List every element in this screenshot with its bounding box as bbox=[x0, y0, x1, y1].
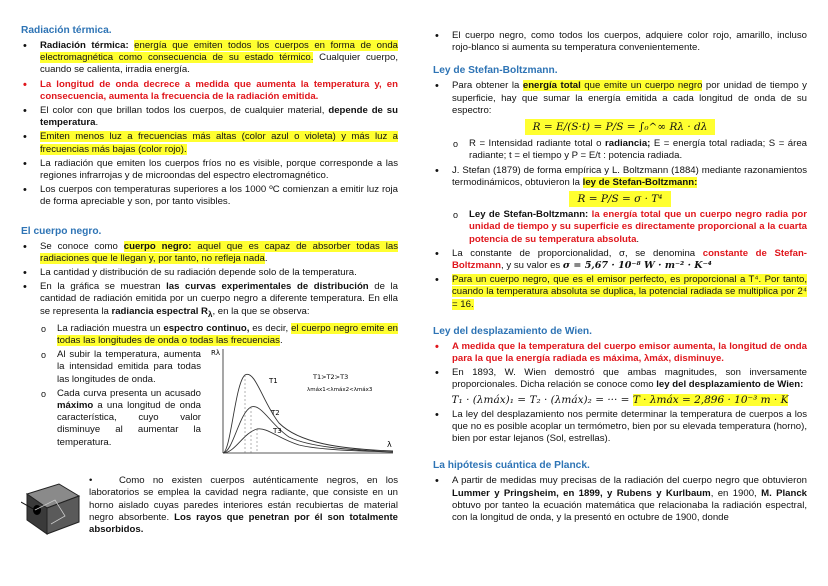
bullet-list bbox=[433, 138, 807, 189]
list-item: • Se conoce como cuerpo negro: aquel que es capaz de absorber todas las radiaciones que le llegan y, por tanto, no refleja nada. bbox=[21, 241, 398, 265]
section-title: La hipótesis cuántica de Planck. bbox=[433, 460, 590, 472]
bullet-list bbox=[433, 30, 807, 54]
list-item: • Emiten menos luz a frecuencias más altas (color azul o violeta) y más luz a frecuencias más bajas (color rojo). bbox=[21, 131, 398, 155]
label-t2: T2 bbox=[271, 409, 280, 418]
bullet-list bbox=[433, 341, 807, 392]
bullet-list bbox=[433, 209, 807, 311]
section-cuerpo-negro bbox=[21, 225, 398, 537]
list-item: • La ley del desplazamiento nos permite determinar la temperatura de cuerpos a los que no es posible acoplar un termómetro, bien por su elevada temperatura (horno), bien por estar lejanos (Sol, estrellas). bbox=[433, 409, 807, 446]
section-stefan-boltzmann bbox=[433, 64, 807, 310]
list-item: • La longitud de onda decrece a medida que aumenta la temperatura y, en consecuencia, aumenta la frecuencia de la radiación emitida. bbox=[21, 79, 398, 103]
section-title: Radiación térmica. bbox=[21, 25, 112, 36]
list-item: • En 1893, W. Wien demostró que ambas magnitudes, son inversamente proporcionales. Dicha relación se conoce como ley del desplazamiento de Wien: bbox=[433, 367, 807, 391]
list-item: • La constante de proporcionalidad, σ, se denomina constante de Stefan-Boltzmann, y su valor es σ = 5,67 · 10⁻⁸ W · m⁻² · K⁻⁴ bbox=[433, 248, 807, 272]
section-title: Ley del desplazamiento de Wien. bbox=[433, 325, 592, 337]
right-column bbox=[433, 30, 807, 534]
bullet-list bbox=[21, 241, 398, 348]
list-item: • A medida que la temperatura del cuerpo emisor aumenta, la longitud de onda para la que la energía radiada es máxima, λmáx, disminuye. bbox=[433, 341, 807, 365]
list-item: • La cantidad y distribución de su radiación depende solo de la temperatura. bbox=[21, 267, 398, 279]
cavity-block bbox=[21, 475, 398, 536]
list-item: • Radiación térmica: energía que emiten todos los cuerpos en forma de onda electromagnética como consecuencia de su estado térmico. Cualquier cuerpo, cuando se calienta, irradia energía. bbox=[21, 40, 398, 77]
section-title: El cuerpo negro. bbox=[21, 225, 102, 237]
cavity-paragraph: • Como no existen cuerpos auténticamente negros, en los laboratorios se emplea la cavidad negra radiante, que consiste en un horno aislado cuyas paredes interiores están recubiertas de material negro absorbente. Los rayos que penetran por él son totalmente absorbidos. bbox=[89, 475, 398, 535]
label-t3: T3 bbox=[273, 427, 282, 436]
list-item: • La radiación que emiten los cuerpos fríos no es visible, porque corresponde a las regiones infrarrojas y de microondas del espectro electromagnético. bbox=[21, 158, 398, 182]
curve-t2 bbox=[223, 407, 393, 453]
list-item: • En la gráfica se muestran las curvas experimentales de distribución de la cantidad de radiación emitida por un cuerpo negro a diferente temperatura. En ella se representa la radiancia espectral $R_\lambda$, en la que se observa: bbox=[21, 281, 398, 321]
stefan-boltzmann-formula: R = P/S = σ · T⁴ bbox=[433, 191, 807, 207]
section-radiacion-termica bbox=[21, 24, 398, 209]
blackbody-radiation-graph bbox=[209, 343, 395, 467]
section-wien bbox=[433, 325, 807, 446]
list-item: • El color con que brillan todos los cuerpos, de cualquier material, depende de su temperatura. bbox=[21, 105, 398, 129]
list-item: • J. Stefan (1879) de forma empírica y L. Boltzmann (1884) mediante razonamientos termodinámicos, obtuvieron la ley de Stefan-Boltzmann: bbox=[433, 165, 807, 189]
wien-formula: T₁ · (λmáx)₁ = T₂ · (λmáx)₂ = ··· = T · λmáx = 2,896 · 10⁻³ m · K bbox=[451, 393, 789, 406]
list-item: • Para un cuerpo negro, que es el emisor perfecto, es proporcional a T⁴. Por tanto, cuando la temperatura absoluta se duplica, la potencial radiada se multiplica por 2⁴ = 16. bbox=[433, 274, 807, 311]
y-axis-label: Rλ bbox=[211, 349, 221, 358]
label-t1: T1 bbox=[269, 377, 278, 386]
left-column bbox=[21, 24, 398, 546]
list-item: • Para obtener la energía total que emite un cuerpo negro por unidad de tiempo y superficie, hay que sumar la energía emitida a cada longitud de onda de su espectro: bbox=[433, 80, 807, 117]
list-item: • A partir de medidas muy precisas de la radiación del cuerpo negro que obtuvieron Lummer y Pringsheim, en 1899, y Rubens y Kurlbaum, en 1900, M. Planck obtuvo por tanteo la ecuación matemática que relacionaba la radiación espectral, con la longitud de onda, y la presentó en octubre de 1900, donde bbox=[433, 475, 807, 524]
sub-list-item: o La radiación muestra un espectro continuo, es decir, el cuerpo negro emite en todas las longitudes de onda o todas las frecuencias. bbox=[21, 323, 398, 347]
sub-list-item: o R = Intensidad radiante total o radiancia; E = energía total radiada; S = área radiante; t = el tiempo y P = E/t : potencia radiada. bbox=[433, 138, 807, 162]
sub-list-item: o Al subir la temperatura, aumenta la intensidad emitida para todas las longitudes de onda. bbox=[21, 349, 201, 386]
graph-area bbox=[21, 349, 398, 471]
black-cavity-image bbox=[21, 480, 83, 536]
section-planck bbox=[433, 459, 807, 524]
list-item: • El cuerpo negro, como todos los cuerpos, adquiere color rojo, amarillo, incluso rojo-blanco si aumenta su temperatura convenientemente. bbox=[433, 30, 807, 54]
graph-observations bbox=[21, 349, 201, 451]
section-title: Ley de Stefan-Boltzmann. bbox=[433, 65, 558, 77]
x-axis-label: λ bbox=[387, 440, 392, 450]
list-item: • Los cuerpos con temperaturas superiores a los 1000 ºC comienzan a emitir luz roja de forma apreciable y son, por tanto visibles. bbox=[21, 184, 398, 208]
bullet-list bbox=[433, 475, 807, 524]
bullet-list bbox=[433, 80, 807, 117]
temperature-relation: T1>T2>T3 bbox=[313, 373, 349, 382]
sub-list-item: o Cada curva presenta un acusado máximo a una longitud de onda característica, cuyo valor disminuye al aumentar la temperatura. bbox=[21, 388, 201, 449]
sub-list-item: o Ley de Stefan-Boltzmann: la energía total que un cuerpo negro radia por unidad de tiempo y su superficie es directamente proporcional a la cuarta potencia de su temperatura absoluta. bbox=[433, 209, 807, 246]
bullet-list bbox=[21, 40, 398, 209]
bullet-list bbox=[433, 409, 807, 446]
wavelength-relation: λmáx1<λmáx2<λmáx3 bbox=[307, 387, 373, 394]
radiance-formula: R = E/(S·t) = P/S = ∫₀^∞ Rλ · dλ bbox=[433, 119, 807, 135]
